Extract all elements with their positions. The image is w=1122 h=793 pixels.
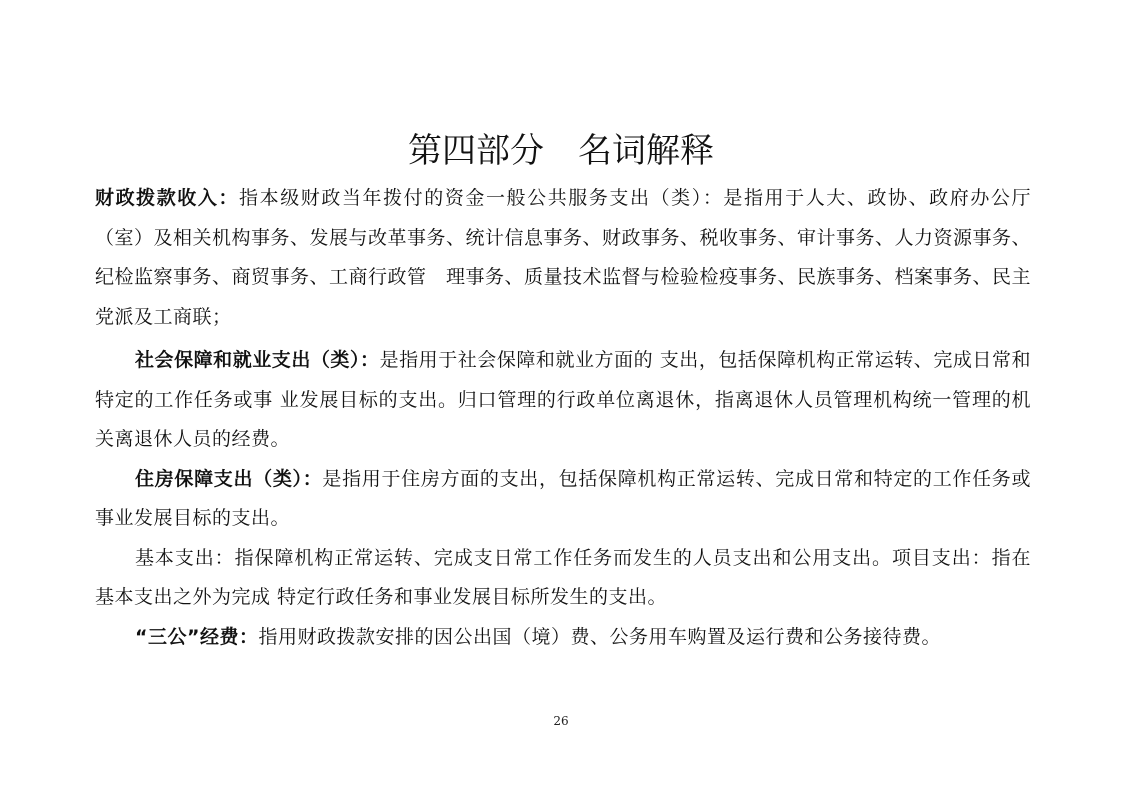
paragraph-fiscal-appropriation-income (95, 179, 1031, 337)
term-label: 住房保障支出（类）： (135, 467, 323, 490)
document-content (95, 179, 1031, 657)
paragraph-text: 指本级财政当年拨付的资金一般公共服务支出（类）：是指用于人大、政协、政府办公厅（室）及相关机构事务、发展与改革事务、统计信息事务、财政事务、税收事务、审计事务、人力资源事务、纪检监察事务、商贸事务、工商行政管 理事务、质量技术监督与检验检疫事务、民族事务、档案事务、民主党派及工商联； (95, 187, 1032, 328)
paragraph-social-security-expenditure (95, 341, 1031, 460)
paragraph-basic-expenditure (95, 539, 1031, 618)
paragraph-text: 是指用于社会保障和就业方面的 支出，包括保障机构正常运转、完成日常和特定的工作任务或事 业发展目标的支出。归口管理的行政单位离退休，指离退休人员管理机构统一管理的机关离退休人员的经费。 (95, 349, 1031, 450)
paragraph-text: 是指用于住房方面的支出，包括保障机构正常运转、完成日常和特定的工作任务或事业发展目标的支出。 (95, 467, 1031, 529)
paragraph-text: 指用财政拨款安排的因公出国（境）费、公务用车购置及运行费和公务接待费。 (258, 625, 941, 648)
paragraph-three-public-expenses (95, 618, 1031, 658)
page-number: 26 (553, 714, 569, 728)
term-label: 社会保障和就业支出（类）： (135, 349, 380, 371)
term-label: “三公”经费： (135, 625, 259, 648)
paragraph-housing-security-expenditure (95, 460, 1031, 539)
page-title: 第四部分 名词解释 (408, 130, 714, 171)
term-label: 财政拨款收入： (95, 187, 240, 209)
paragraph-text: 基本支出：指保障机构正常运转、完成支日常工作任务而发生的人员支出和公用支出。项目支出：指在基本支出之外为完成 特定行政任务和事业发展目标所发生的支出。 (95, 546, 1031, 608)
